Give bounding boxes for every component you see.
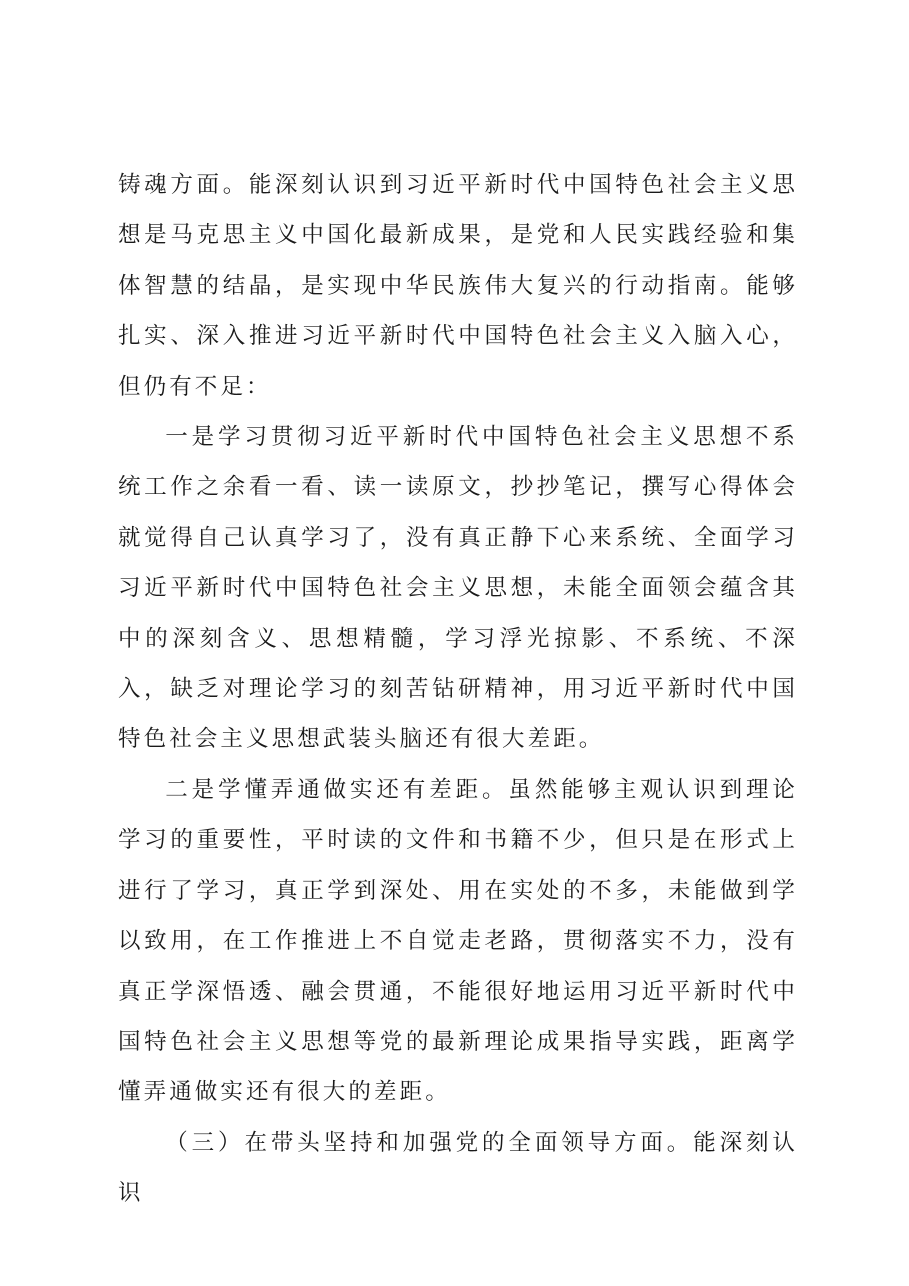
- paragraph-2: 一是学习贯彻习近平新时代中国特色社会主义思想不系统工作之余看一看、读一读原文，抄抄笔记，撰写心得体会就觉得自己认真学习了，没有真正静下心来系统、全面学习习近平新时代中国特色社会主义思想，未能全面领会蕴含其中的深刻含义、思想精髓，学习浮光掠影、不系统、不深入，缺乏对理论学习的刻苦钻研精神，用习近平新时代中国特色社会主义思想武装头脑还有很大差距。: [118, 424, 798, 753]
- paragraph-4: （三）在带头坚持和加强党的全面领导方面。能深刻认识: [118, 1129, 798, 1207]
- paragraph-3: 二是学懂弄通做实还有差距。虽然能够主观认识到理论学习的重要性，平时读的文件和书籍不少，但只是在形式上进行了学习，真正学到深处、用在实处的不多，未能做到学以致用，在工作推进上不自觉走老路，贯彻落实不力，没有真正学深悟透、融会贯通，不能很好地运用习近平新时代中国特色社会主义思想等党的最新理论成果指导实践，距离学懂弄通做实还有很大的差距。: [118, 776, 798, 1106]
- paragraph-1: 铸魂方面。能深刻认识到习近平新时代中国特色社会主义思想是马克思主义中国化最新成果，是党和人民实践经验和集体智慧的结晶，是实现中华民族伟大复兴的行动指南。能够扎实、深入推进习近平新时代中国特色社会主义入脑入心，但仍有不足：: [118, 172, 798, 400]
- document-body: [118, 160, 798, 1219]
